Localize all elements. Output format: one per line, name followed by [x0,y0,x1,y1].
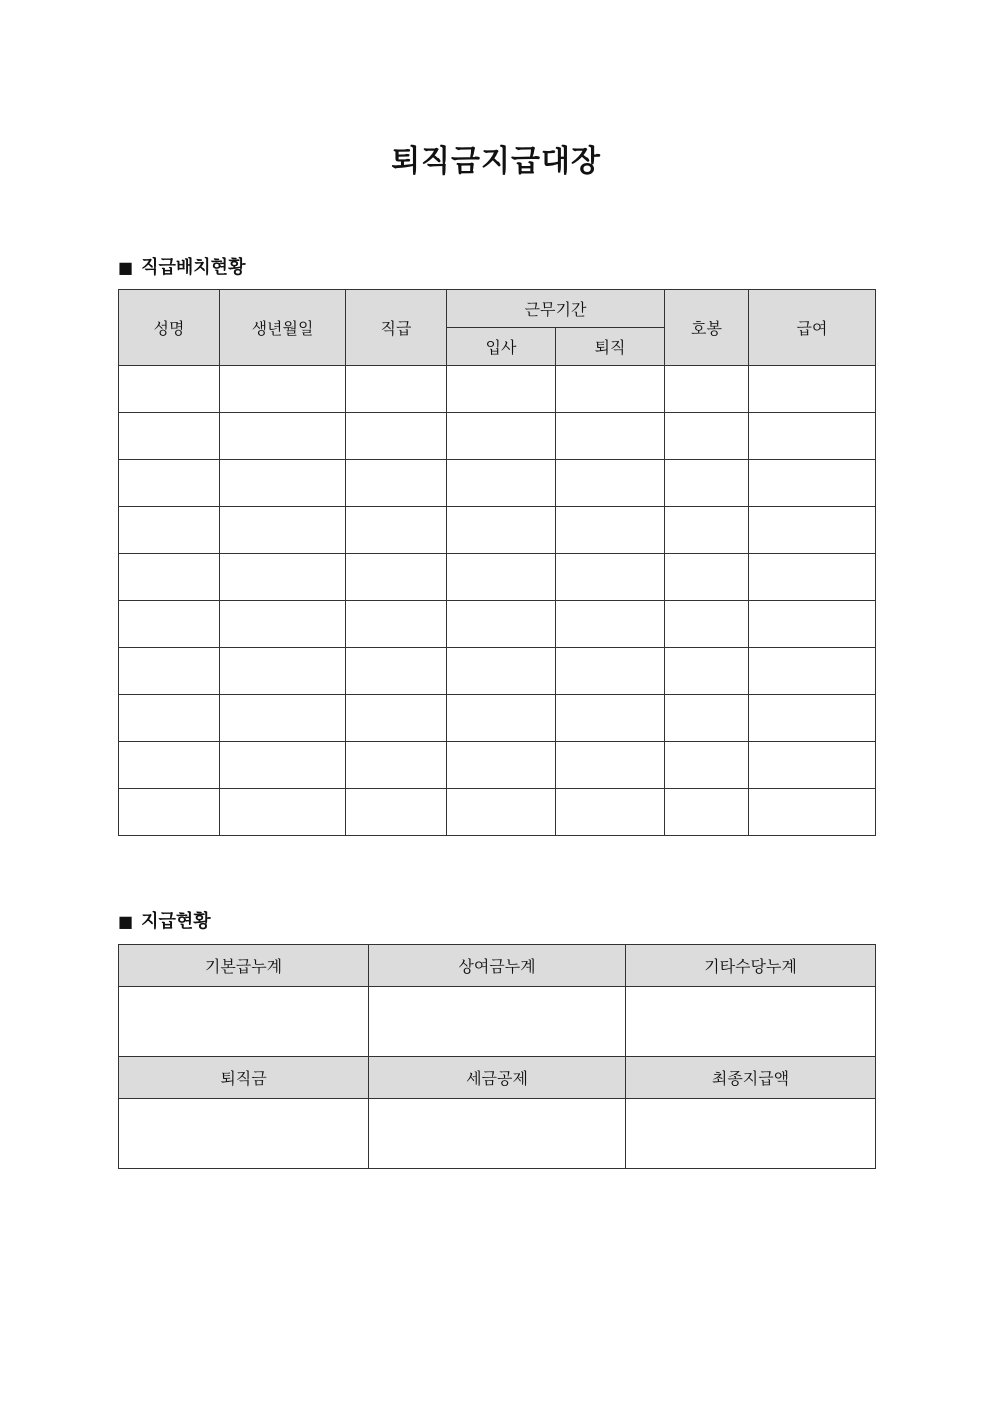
value-severance-pay[interactable] [119,1099,369,1169]
table-cell[interactable] [556,413,665,460]
table-cell[interactable] [749,789,876,836]
payment-table [118,944,876,1169]
section-heading-label: 지급현황 [141,911,211,932]
table-cell[interactable] [220,460,346,507]
table-cell[interactable] [556,460,665,507]
table-cell[interactable] [346,648,447,695]
header-severance-pay: 퇴직금 [119,1057,369,1099]
table-cell[interactable] [749,413,876,460]
table-cell[interactable] [749,695,876,742]
table-cell[interactable] [556,554,665,601]
header-base-pay-total: 기본급누계 [119,945,369,987]
table-cell[interactable] [346,507,447,554]
table-cell[interactable] [119,695,220,742]
table-cell[interactable] [346,460,447,507]
table-cell[interactable] [665,695,749,742]
table-cell[interactable] [665,648,749,695]
table-cell[interactable] [447,742,556,789]
table-cell[interactable] [556,648,665,695]
table-cell[interactable] [346,789,447,836]
section-heading-payment [118,907,211,933]
table-cell[interactable] [556,695,665,742]
table-row [119,742,876,789]
header-leave-date: 퇴직 [556,328,665,366]
table-cell[interactable] [220,742,346,789]
table-cell[interactable] [346,554,447,601]
table-cell[interactable] [665,413,749,460]
table-cell[interactable] [220,648,346,695]
header-birthdate: 생년월일 [220,290,346,366]
table-cell[interactable] [556,507,665,554]
table-cell[interactable] [220,366,346,413]
staffing-table-body [119,366,876,836]
header-join-date: 입사 [447,328,556,366]
table-cell[interactable] [220,507,346,554]
table-cell[interactable] [220,413,346,460]
table-cell[interactable] [346,695,447,742]
table-cell[interactable] [119,460,220,507]
section-heading-label: 직급배치현황 [141,257,246,278]
table-cell[interactable] [220,789,346,836]
header-name: 성명 [119,290,220,366]
table-cell[interactable] [119,789,220,836]
table-cell[interactable] [447,460,556,507]
table-cell[interactable] [119,366,220,413]
table-cell[interactable] [447,695,556,742]
table-cell[interactable] [665,742,749,789]
table-cell[interactable] [119,648,220,695]
table-row [119,554,876,601]
header-tax-deduction: 세금공제 [369,1057,626,1099]
square-bullet-icon: ■ [118,258,134,277]
table-row [119,695,876,742]
table-cell[interactable] [220,601,346,648]
table-row [119,789,876,836]
table-cell[interactable] [749,742,876,789]
table-cell[interactable] [447,554,556,601]
header-position: 직급 [346,290,447,366]
table-cell[interactable] [220,695,346,742]
table-cell[interactable] [665,789,749,836]
table-cell[interactable] [665,460,749,507]
value-final-payment[interactable] [626,1099,876,1169]
table-cell[interactable] [447,789,556,836]
table-cell[interactable] [749,648,876,695]
table-cell[interactable] [749,507,876,554]
value-tax-deduction[interactable] [369,1099,626,1169]
table-cell[interactable] [665,601,749,648]
value-allowance-total[interactable] [626,987,876,1057]
table-cell[interactable] [346,601,447,648]
table-row [119,460,876,507]
table-cell[interactable] [119,601,220,648]
table-cell[interactable] [447,507,556,554]
table-cell[interactable] [346,413,447,460]
page-title: 퇴직금지급대장 [391,144,601,179]
table-cell[interactable] [749,601,876,648]
staffing-table [118,289,876,836]
header-step: 호봉 [665,290,749,366]
table-cell[interactable] [346,742,447,789]
table-cell[interactable] [346,366,447,413]
header-work-period: 근무기간 [447,290,665,328]
section-heading-staffing [118,253,245,279]
table-cell[interactable] [749,460,876,507]
value-bonus-total[interactable] [369,987,626,1057]
table-cell[interactable] [119,554,220,601]
table-cell[interactable] [447,648,556,695]
table-cell[interactable] [447,413,556,460]
table-cell[interactable] [119,507,220,554]
value-base-pay-total[interactable] [119,987,369,1057]
table-cell[interactable] [556,601,665,648]
table-cell[interactable] [119,742,220,789]
table-cell[interactable] [556,789,665,836]
table-row [119,648,876,695]
table-row [119,601,876,648]
table-cell[interactable] [119,413,220,460]
square-bullet-icon: ■ [118,912,134,931]
header-salary: 급여 [749,290,876,366]
header-final-payment: 최종지급액 [626,1057,876,1099]
table-cell[interactable] [665,366,749,413]
table-cell[interactable] [447,366,556,413]
table-cell[interactable] [749,554,876,601]
table-cell[interactable] [447,601,556,648]
header-allowance-total: 기타수당누계 [626,945,876,987]
table-cell[interactable] [665,507,749,554]
table-row [119,366,876,413]
table-cell[interactable] [749,366,876,413]
table-cell[interactable] [556,366,665,413]
table-row [119,507,876,554]
table-cell[interactable] [556,742,665,789]
table-row [119,413,876,460]
table-cell[interactable] [220,554,346,601]
header-bonus-total: 상여금누계 [369,945,626,987]
table-cell[interactable] [665,554,749,601]
